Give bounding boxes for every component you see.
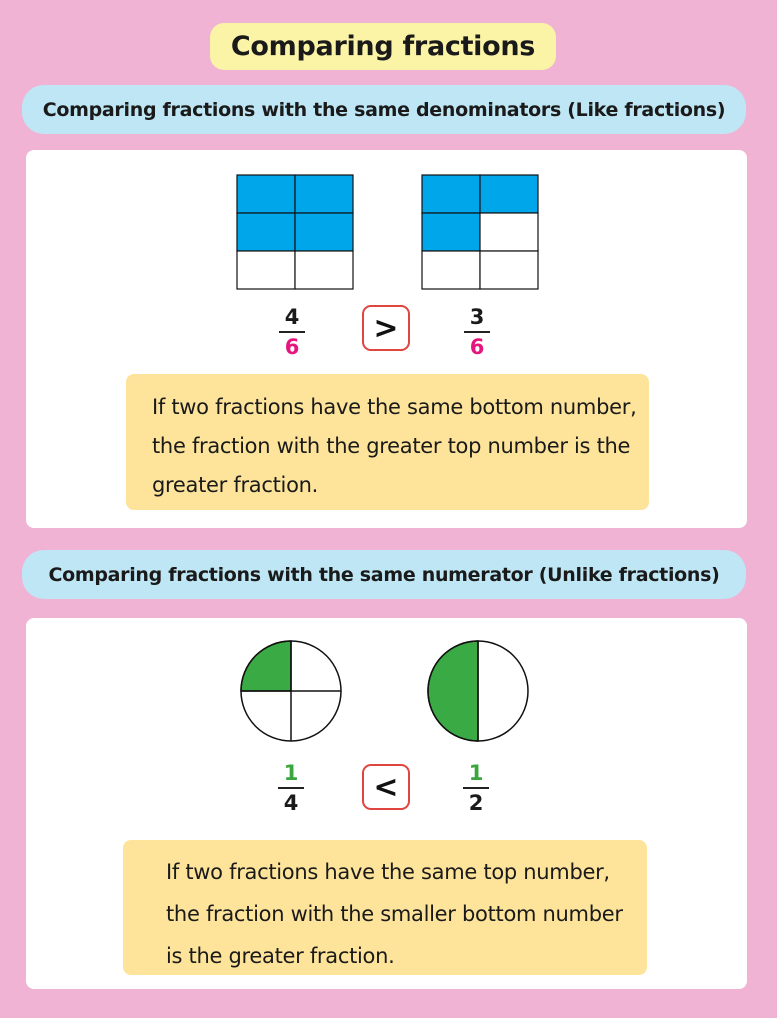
note-line: the fraction with the smaller bottom number (166, 902, 623, 926)
note-line: If two fractions have the same top number, (166, 860, 610, 884)
fraction-bar (279, 331, 305, 333)
empty-cell (480, 251, 538, 289)
section2-heading: Comparing fractions with the same numerator (Unlike fractions) (22, 550, 746, 599)
empty-cell (480, 213, 538, 251)
comparison-sign: < (362, 764, 410, 810)
right-denominator: 2 (468, 791, 484, 815)
shaded-cell (422, 175, 480, 213)
section1-heading: Comparing fractions with the same denominators (Like fractions) (22, 85, 746, 134)
section1-note (126, 374, 649, 510)
shaded-cell (295, 175, 353, 213)
left-numerator: 4 (284, 305, 300, 329)
shaded-cell (480, 175, 538, 213)
left-denominator: 4 (283, 791, 299, 815)
left-numerator: 1 (283, 761, 299, 785)
left-fraction-grid (236, 174, 354, 290)
right-fraction (456, 761, 496, 815)
empty-cell (237, 251, 295, 289)
section1-panel (26, 150, 747, 528)
left-fraction (271, 761, 311, 815)
shaded-half (428, 641, 478, 741)
right-denominator: 6 (469, 335, 485, 359)
shaded-cell (237, 175, 295, 213)
note-line: the fraction with the greater top number is the (152, 434, 631, 458)
fraction-bar (463, 787, 489, 789)
note-line: is the greater fraction. (166, 944, 395, 968)
right-fraction-circle (425, 638, 531, 744)
left-denominator: 6 (284, 335, 300, 359)
empty-cell (422, 251, 480, 289)
left-fraction-circle (238, 638, 344, 744)
section2-panel (26, 618, 747, 989)
shaded-cell (422, 213, 480, 251)
shaded-cell (295, 213, 353, 251)
section2-note (123, 840, 647, 975)
fraction-bar (464, 331, 490, 333)
right-numerator: 3 (469, 305, 485, 329)
page-title: Comparing fractions (210, 23, 556, 70)
note-line: If two fractions have the same bottom number, (152, 395, 637, 419)
right-numerator: 1 (468, 761, 484, 785)
fraction-bar (278, 787, 304, 789)
shaded-cell (237, 213, 295, 251)
right-fraction (457, 305, 497, 359)
note-line: greater fraction. (152, 473, 318, 497)
empty-cell (295, 251, 353, 289)
right-fraction-grid (421, 174, 539, 290)
comparison-sign: > (362, 305, 410, 351)
left-fraction (272, 305, 312, 359)
